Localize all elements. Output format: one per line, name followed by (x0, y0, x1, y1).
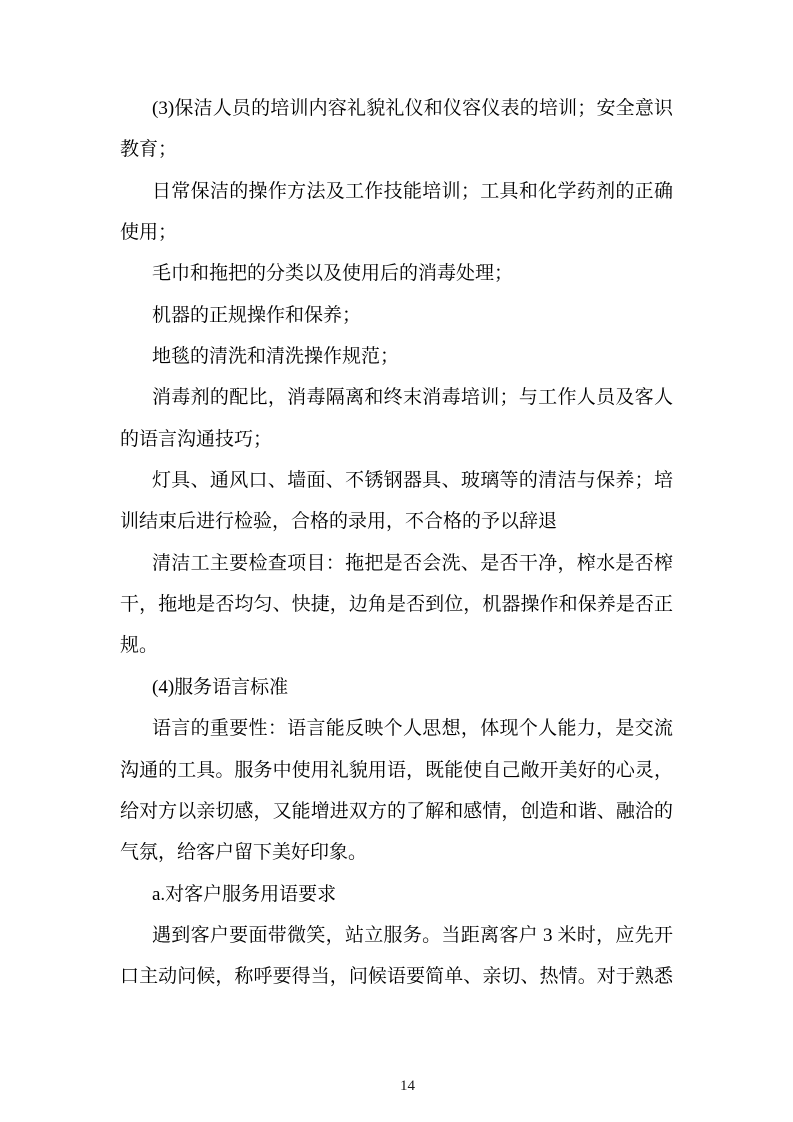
text-line: 口主动问候，称呼要得当，问候语要简单、亲切、热情。对于熟悉 (120, 966, 673, 988)
text-line: 遇到客户要面带微笑，站立服务。当距离客户 3 米时，应先开 (152, 924, 673, 946)
text-line: 沟通的工具。服务中使用礼貌用语，既能使自己敞开美好的心灵， (120, 759, 673, 781)
text-line: a.对客户服务用语要求 (152, 883, 337, 905)
text-line: 语言的重要性：语言能反映个人思想，体现个人能力，是交流 (152, 718, 673, 740)
text-line: 干，拖地是否均匀、快捷，边角是否到位，机器操作和保养是否正 (120, 594, 673, 616)
text-line: (3)保洁人员的培训内容礼貌礼仪和仪容仪表的培训；安全意识 (152, 98, 673, 119)
text-line: (4)服务语言标准 (152, 676, 289, 698)
document-body (120, 88, 673, 998)
text-line: 日常保洁的操作方法及工作技能培训；工具和化学药剂的正确 (152, 180, 673, 202)
text-line: 给对方以亲切感，又能增进双方的了解和感情，创造和谐、融洽的 (120, 800, 673, 822)
text-line: 气氛，给客户留下美好印象。 (120, 842, 368, 864)
text-line: 毛巾和拖把的分类以及使用后的消毒处理； (152, 263, 514, 285)
text-line: 机器的正规操作和保养； (152, 304, 362, 326)
text-line: 清洁工主要检查项目：拖把是否会洗、是否干净，榨水是否榨 (152, 552, 673, 574)
text-line: 使用； (120, 222, 178, 244)
text-line: 规。 (120, 635, 159, 657)
text-line: 消毒剂的配比，消毒隔离和终末消毒培训；与工作人员及客人 (152, 387, 673, 409)
text-line: 地毯的清洗和清洗操作规范； (152, 346, 400, 368)
page-number: 14 (400, 1078, 415, 1094)
text-line: 教育； (120, 139, 178, 161)
text-line: 灯具、通风口、墙面、不锈钢器具、玻璃等的清洁与保养；培 (152, 470, 673, 492)
text-line: 的语言沟通技巧； (120, 428, 273, 450)
text-line: 训结束后进行检验，合格的录用，不合格的予以辞退 (120, 511, 558, 533)
